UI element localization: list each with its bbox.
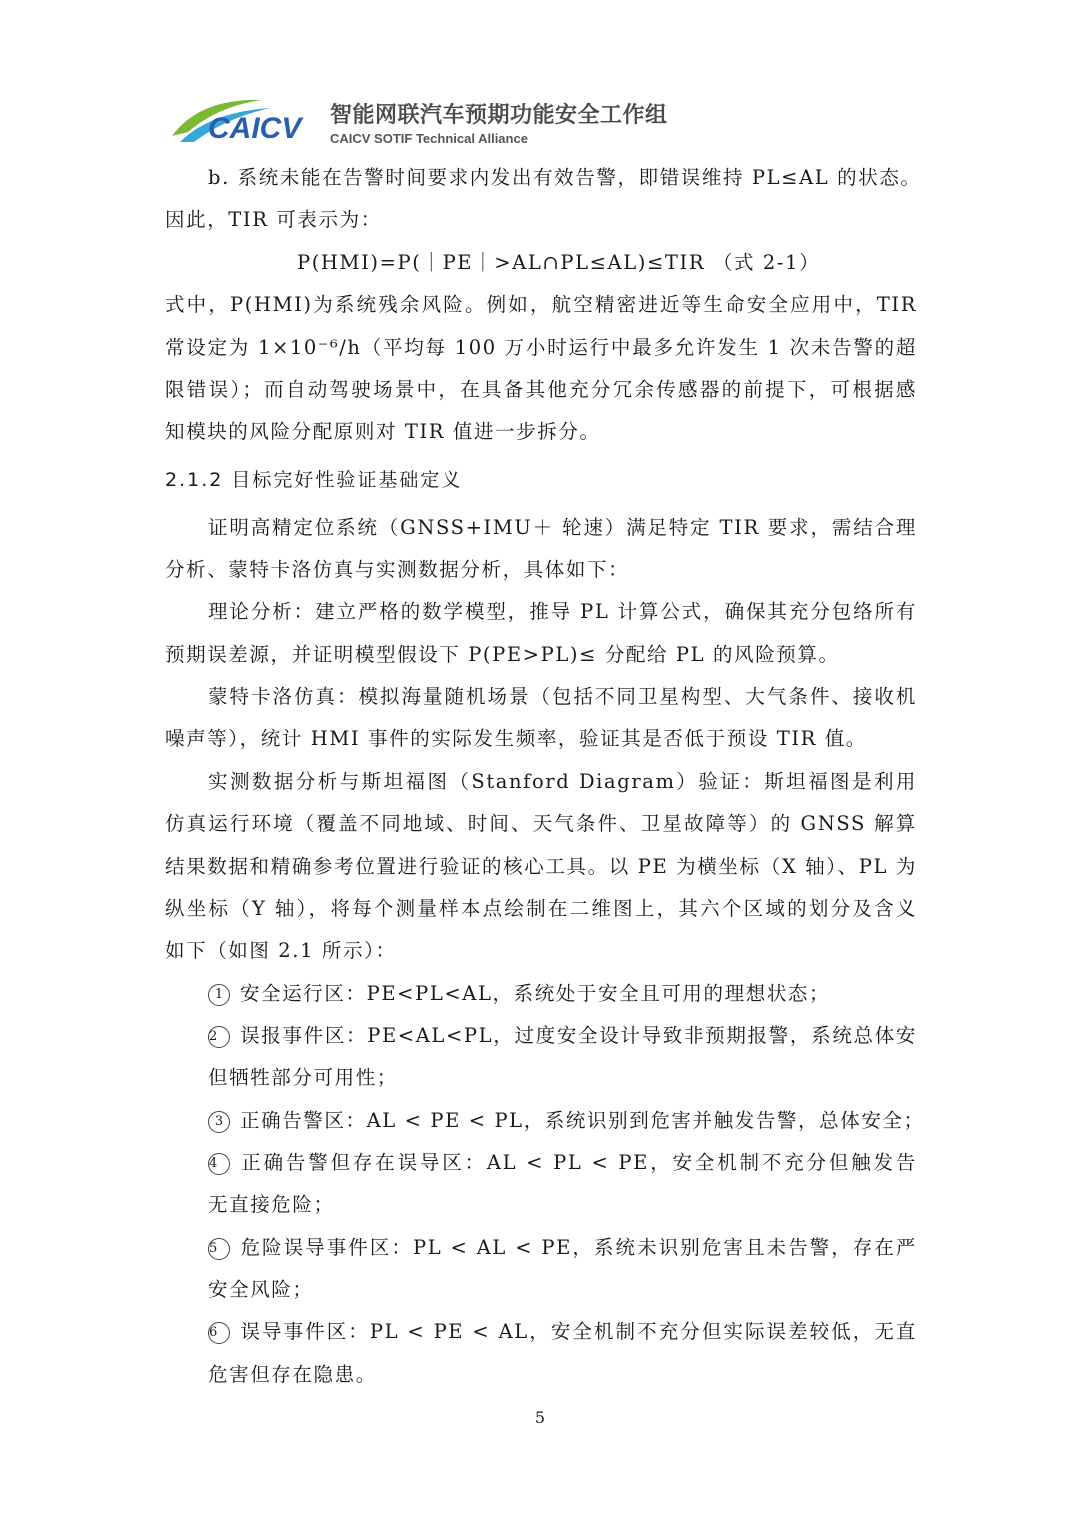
header-logo <box>170 92 670 152</box>
zone-item <box>208 1107 925 1135</box>
paragraph-line: 结果数据和精确参考位置进行验证的核心工具。以 PE 为横坐标（X 轴）、PL 为 <box>165 855 917 878</box>
zone-item-text: 正确告警但存在误导区：AL < PL < PE，安全机制不充分但触发告 <box>240 1151 917 1174</box>
paragraph-line: 理论分析：建立严格的数学模型，推导 PL 计算公式，确保其充分包络所有 <box>208 600 917 623</box>
zone-item-continuation: 安全风险； <box>208 1278 314 1301</box>
org-name-en: CAICV SOTIF Technical Alliance <box>330 131 528 146</box>
zone-item <box>208 1234 917 1262</box>
org-name <box>330 98 668 146</box>
paragraph-line: 蒙特卡洛仿真：模拟海量随机场景（包括不同卫星构型、大气条件、接收机 <box>208 685 917 708</box>
paragraph-line: 限错误）；而自动驾驶场景中，在具备其他充分冗余传感器的前提下，可根据感 <box>165 378 917 401</box>
para-b-line: b. 系统未能在告警时间要求内发出有效告警，即错误维持 PL≤AL 的状态。 <box>208 166 922 189</box>
paragraph-line: 实测数据分析与斯坦福图（Stanford Diagram）验证：斯坦福图是利用 <box>208 770 917 793</box>
circled-number: 5 <box>208 1238 230 1260</box>
zone-item-continuation: 但牺牲部分可用性； <box>208 1066 398 1089</box>
para-b-line: 因此，TIR 可表示为： <box>165 208 382 231</box>
circled-number: 1 <box>208 984 230 1006</box>
org-name-cn: 智能网联汽车预期功能安全工作组 <box>330 103 668 128</box>
zone-item <box>208 1022 917 1050</box>
paragraph-line: 预期误差源，并证明模型假设下 P(PE>PL)≤ 分配给 PL 的风险预算。 <box>165 643 840 666</box>
paragraph-line: 证明高精定位系统（GNSS+IMU＋ 轮速）满足特定 TIR 要求，需结合理 <box>208 516 917 539</box>
paragraph-line: 常设定为 1×10⁻⁶/h（平均每 100 万小时运行中最多允许发生 1 次未告警的超 <box>165 336 917 359</box>
zone-item-text: 误导事件区：PL < PE < AL，安全机制不充分但实际误差较低，无直 <box>240 1320 917 1343</box>
page-number: 5 <box>534 1408 546 1427</box>
zone-item-text: 误报事件区：PE<AL<PL，过度安全设计导致非预期报警，系统总体安 <box>240 1024 917 1047</box>
paragraph-line: 知模块的风险分配原则对 TIR 值进一步拆分。 <box>165 420 601 443</box>
paragraph-line: 分析、蒙特卡洛仿真与实测数据分析，具体如下： <box>165 558 630 581</box>
paragraph-line: 仿真运行环境（覆盖不同地域、时间、天气条件、卫星故障等）的 GNSS 解算 <box>165 812 917 835</box>
paragraph-line: 噪声等），统计 HMI 事件的实际发生频率，验证其是否低于预设 TIR 值。 <box>165 727 867 750</box>
zone-item <box>208 1318 917 1346</box>
circled-number: 2 <box>208 1026 230 1048</box>
caicv-logo-icon <box>170 92 330 152</box>
zone-item <box>208 980 917 1008</box>
section-heading: 2.1.2 目标完好性验证基础定义 <box>165 469 463 491</box>
zone-item-text: 危险误导事件区：PL < AL < PE，系统未识别危害且未告警，存在严 <box>240 1236 917 1259</box>
circled-number: 3 <box>208 1111 230 1133</box>
zone-item <box>208 1149 917 1177</box>
zone-item-continuation: 无直接危险； <box>208 1193 335 1216</box>
zone-item-text: 安全运行区：PE<PL<AL，系统处于安全且可用的理想状态； <box>240 982 831 1005</box>
paragraph-line: 纵坐标（Y 轴），将每个测量样本点绘制在二维图上，其六个区域的划分及含义 <box>165 897 917 920</box>
formula: P(HMI)=P(｜PE｜>AL∩PL≤AL)≤TIR （式 2-1） <box>297 251 821 274</box>
zone-item-text: 正确告警区：AL < PE < PL，系统识别到危害并触发告警，总体安全； <box>240 1109 925 1132</box>
circled-number: 6 <box>208 1322 230 1344</box>
paragraph-line: 如下（如图 2.1 所示）： <box>165 939 397 962</box>
circled-number: 4 <box>208 1153 230 1175</box>
paragraph-line: 式中，P(HMI)为系统残余风险。例如，航空精密进近等生命安全应用中，TIR <box>165 293 917 316</box>
logo-text: CAICV <box>208 112 302 145</box>
zone-item-continuation: 危害但存在隐患。 <box>208 1363 377 1386</box>
